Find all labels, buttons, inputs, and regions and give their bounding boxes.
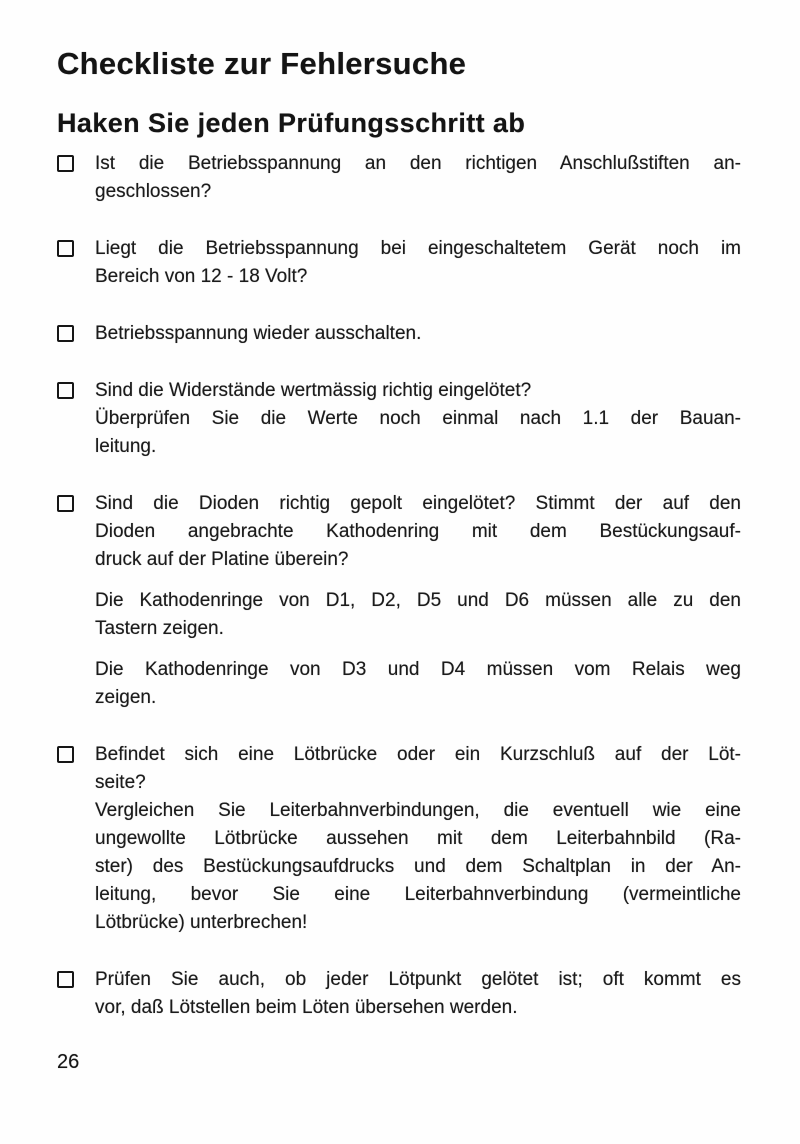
text-line: Vergleichen Sie Leiterbahnverbindungen, die eventuell wie eine — [95, 800, 741, 821]
text-line: druck auf der Platine überein? — [95, 549, 349, 570]
text-line: zeigen. — [95, 687, 157, 708]
item-text — [95, 966, 741, 1022]
checklist-item — [57, 320, 741, 348]
checkbox-icon — [57, 971, 74, 988]
paragraph — [95, 966, 741, 1022]
text-line: Die Kathodenringe von D3 und D4 müssen vom Relais weg — [95, 659, 741, 680]
paragraph — [95, 377, 741, 461]
paragraph — [95, 490, 741, 574]
item-text — [95, 235, 741, 291]
item-text — [95, 741, 741, 937]
paragraph — [95, 150, 741, 206]
page-title: Checkliste zur Fehlersuche — [57, 46, 467, 81]
checkbox-cell — [57, 741, 95, 937]
paragraph — [95, 656, 741, 712]
paragraph — [95, 587, 741, 643]
section-heading: Haken Sie jeden Prüfungsschritt ab — [57, 108, 526, 138]
paragraph — [95, 320, 741, 348]
item-text — [95, 320, 741, 348]
text-line: vor, daß Lötstellen beim Löten übersehen werden. — [95, 997, 518, 1018]
checkbox-cell — [57, 377, 95, 461]
checklist-item — [57, 741, 741, 937]
text-line: Sind die Widerstände wertmässig richtig eingelötet? — [95, 380, 532, 401]
checkbox-icon — [57, 746, 74, 763]
checkbox-icon — [57, 240, 74, 257]
checklist-item — [57, 150, 741, 206]
text-line: Tastern zeigen. — [95, 618, 224, 639]
checklist — [57, 150, 741, 1022]
paragraph — [95, 741, 741, 937]
checkbox-cell — [57, 320, 95, 348]
text-line: Prüfen Sie auch, ob jeder Lötpunkt gelötet ist; oft kommt es — [95, 969, 741, 990]
checkbox-cell — [57, 235, 95, 291]
item-text — [95, 377, 741, 461]
text-line: leitung, bevor Sie eine Leiterbahnverbindung (vermeintliche — [95, 884, 741, 905]
checkbox-icon — [57, 325, 74, 342]
text-line: ster) des Bestückungsaufdrucks und dem Schaltplan in der An- — [95, 856, 741, 877]
text-line: Die Kathodenringe von D1, D2, D5 und D6 müssen alle zu den — [95, 590, 741, 611]
paragraph — [95, 235, 741, 291]
checkbox-cell — [57, 150, 95, 206]
text-line: ungewollte Lötbrücke aussehen mit dem Leiterbahnbild (Ra- — [95, 828, 741, 849]
checklist-item — [57, 490, 741, 712]
checkbox-icon — [57, 495, 74, 512]
text-line: Sind die Dioden richtig gepolt eingelötet? Stimmt der auf den — [95, 493, 741, 514]
text-line: Dioden angebrachte Kathodenring mit dem Bestückungsauf- — [95, 521, 741, 542]
checkbox-icon — [57, 155, 74, 172]
checklist-item — [57, 966, 741, 1022]
text-line: leitung. — [95, 436, 157, 457]
text-line: seite? — [95, 772, 146, 793]
page-number: 26 — [57, 1051, 80, 1073]
text-line: Überprüfen Sie die Werte noch einmal nach 1.1 der Bauan- — [95, 408, 741, 429]
item-text — [95, 490, 741, 712]
checkbox-cell — [57, 966, 95, 1022]
text-line: Bereich von 12 - 18 Volt? — [95, 266, 308, 287]
checkbox-cell — [57, 490, 95, 712]
text-line: Betriebsspannung wieder ausschalten. — [95, 323, 422, 344]
text-line: Lötbrücke) unterbrechen! — [95, 912, 308, 933]
checklist-item — [57, 377, 741, 461]
checklist-item — [57, 235, 741, 291]
checkbox-icon — [57, 382, 74, 399]
text-line: geschlossen? — [95, 181, 212, 202]
text-line: Befindet sich eine Lötbrücke oder ein Kurzschluß auf der Löt- — [95, 744, 741, 765]
text-line: Liegt die Betriebsspannung bei eingeschaltetem Gerät noch im — [95, 238, 741, 259]
text-line: Ist die Betriebsspannung an den richtigen Anschlußstiften an- — [95, 153, 741, 174]
item-text — [95, 150, 741, 206]
